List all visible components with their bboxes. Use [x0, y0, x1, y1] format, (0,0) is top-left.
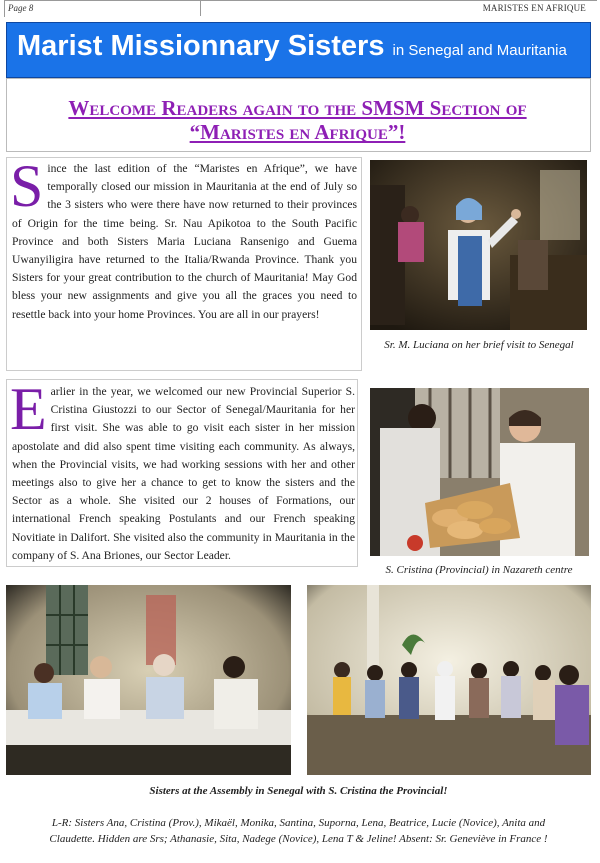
photo-assembly-right-image — [307, 585, 591, 775]
photo-assembly-left-image — [6, 585, 291, 775]
photo-assembly-right — [307, 585, 591, 775]
article-2 — [10, 376, 355, 565]
photo-luciana — [370, 160, 587, 330]
photo-luciana-caption: Sr. M. Luciana on her brief visit to Senegal — [384, 339, 574, 351]
header-divider — [200, 0, 201, 16]
welcome-heading-line2: “Maristes en Afrique”! — [189, 120, 406, 144]
welcome-heading-line1: Welcome Readers again to the SMSM Section of — [68, 96, 527, 120]
photo-cristina-caption: S. Cristina (Provincial) in Nazareth centre — [385, 564, 573, 576]
banner-title — [17, 30, 567, 63]
assembly-caption-title: Sisters at the Assembly in Senegal with S. Cristina the Provincial! — [149, 785, 448, 797]
article-2-text: arlier in the year, we welcomed our new Provincial Superior S. Cristina Giustozzi to our Sector of Senegal/Mauritania for her first visit. She was able to go visit each sister in her mission apostolate and did also spent time visiting each community. As always, when the Provincial visits, we had working sessions with her and other meetings also to give her a chance to get to know the sisters and the Sector as a whole. She visited our 2 houses of Formations, our international French speaking Postulants and our French speaking Novitiate in Dalifort. She visited also the community in Mauritania in the company of S. Ana Briones, our Sector Leader. — [12, 385, 355, 562]
article-1 — [10, 153, 357, 324]
article-1-text: ince the last edition of the “Maristes en Afrique”, we have temporally closed our mission in Mauritania at the end of July so the 3 sisters who were there have now returned to their provinces of Origin for the time being. Sr. Nau Apikotoa to the South Pacific Province and both Sisters Maria Luciana Ransenigo and Guema Uwanyiligira have returned to the Italia/Rwanda Province. Thank you Sisters for your great contribution to the church of Mauritania! May God bless your new assignments and give you all the graces you need to resettle back into your home Provinces. You are all in our prayers! — [12, 162, 357, 321]
article-2-dropcap: E — [10, 376, 47, 442]
photo-luciana-image — [370, 160, 587, 330]
photo-cristina-image — [370, 388, 589, 556]
article-1-dropcap: S — [10, 153, 44, 219]
banner-subtitle: in Senegal and Mauritania — [392, 42, 567, 59]
title-banner — [6, 22, 591, 78]
photo-assembly-left — [6, 585, 291, 775]
publication-name: MARISTES EN AFRIQUE — [482, 3, 586, 13]
photo-cristina — [370, 388, 589, 556]
page-number: Page 8 — [8, 3, 34, 13]
assembly-caption-line2: Claudette. Hidden are Srs; Athanasie, Sita, Nadege (Novice), Lena T & Jeline! Absent: Sr. Geneviève in France ! — [49, 833, 548, 845]
assembly-caption-line1: L-R: Sisters Ana, Cristina (Prov.), Mikaël, Monika, Santina, Suporna, Lena, Beatrice, Lucie (Novice), Anita and — [51, 817, 546, 829]
banner-title-text: Marist Missionnary Sisters — [17, 30, 385, 62]
